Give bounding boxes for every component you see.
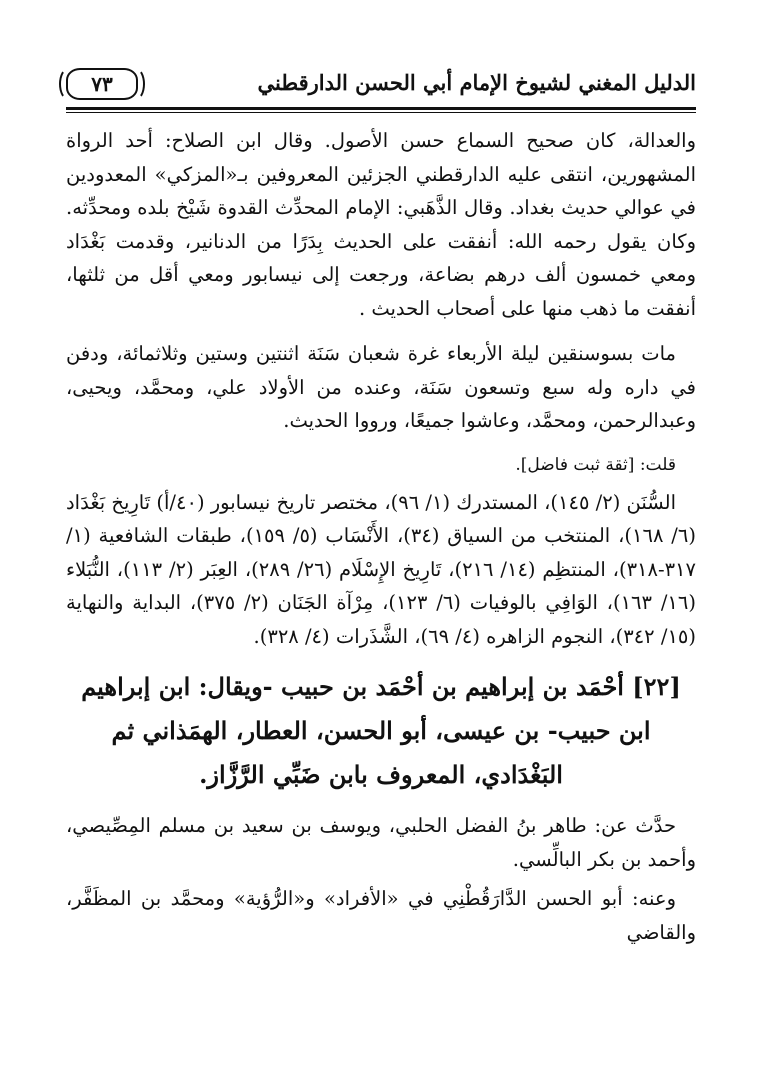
page-body	[66, 124, 696, 949]
entry-heading-line-1: [٢٢] أحْمَد بن إبراهيم بن أحْمَد بن حبيب -ويقال: ابن إبراهيم	[81, 672, 681, 701]
sources-list: السُّنَن (٢/ ١٤٥)، المستدرك (١/ ٩٦)، مختصر تاريخ نيسابور (٤٠/أ) تَارِيخ بَغْدَاد (٦/ ١٦٨)، المنتخب من السياق (٣٤)، الأَنْسَاب (٥/ ١٥٩)، طبقات الشافعية (١/ ٣١٧-٣١٨)، المنتظِم (١٤/ ٢١٦)، تَارِيخ الإِسْلَام (٢٦/ ٢٨٩)، العِبَر (٢/ ١١٣)، النُّبَلاء (١٦/ ١٦٣)، الوَافِي بالوفيات (٦/ ١٢٣)، مِرْآة الجَنَان (٢/ ٣٧٥)، البداية والنهاية (١٥/ ٣٤٢)، النجوم الزاهره (٤/ ٦٩)، الشَّذَرات (٤/ ٣٢٨).	[66, 490, 696, 648]
header-rule-thick	[66, 107, 696, 110]
author-verdict: قلت: [ثقة ثبت فاضل].	[515, 454, 676, 475]
page-number: ٧٣	[91, 72, 113, 96]
header-rule-thin	[66, 112, 696, 113]
paragraph-students: وعنه: أبو الحسن الدَّارَقُطْنِي في «الأفراد» و«الرُّؤية» ومحمَّد بن المظَفَّر، والقاضي	[66, 887, 696, 944]
paragraph-biography: والعدالة، كان صحيح السماع حسن الأصول. وقال ابن الصلاح: أحد الرواة المشهورين، انتقى عليه الدارقطني الجزئين المعروفين بـ«المزكي» المعدودين في عوالي حديث بغداد. وقال الذَّهَبي: الإمام المحدِّث القدوة شَيْخ بلده ومحدِّثه. وكان يقول رحمه الله: أنفقت على الحديث بِدَرًا من الدنانير، وقدمت بَغْدَاد ومعي خمسون ألف درهم بضاعة، ورجعت إلى نيسابور ومعي أقل من ثلثها، أنفقت ما ذهب منها على أصحاب الحديث .	[66, 129, 696, 320]
page-header	[66, 66, 696, 110]
entry-heading-line-3: البَغْدَادي، المعروف بابن ضَبِّي الرَّزَّاز.	[199, 760, 563, 789]
page-number-box	[66, 68, 138, 100]
paragraph-death: مات بسوسنقين ليلة الأربعاء غرة شعبان سَنَة اثنتين وستين وثلاثمائة، ودفن في داره وله سبع وتسعون سَنَة، وعنده من الأولاد علي، ومحمَّد، ويحيى، وعبدالرحمن، ومحمَّد، وعاشوا جميعًا، ورووا الحديث.	[66, 342, 696, 432]
entry-heading-line-2: ابن حبيب- بن عيسى، أبو الحسن، العطار، الهمَذاني ثم	[111, 716, 651, 745]
entry-heading	[66, 665, 696, 797]
running-title: الدليل المغني لشيوخ الإمام أبي الحسن الدارقطني	[257, 70, 696, 95]
paragraph-teachers: حدَّث عن: طاهر بنُ الفضل الحلبي، ويوسف بن سعيد بن مسلم المِصِّيصي، وأحمد بن بكر البالِّسي.	[66, 814, 696, 871]
